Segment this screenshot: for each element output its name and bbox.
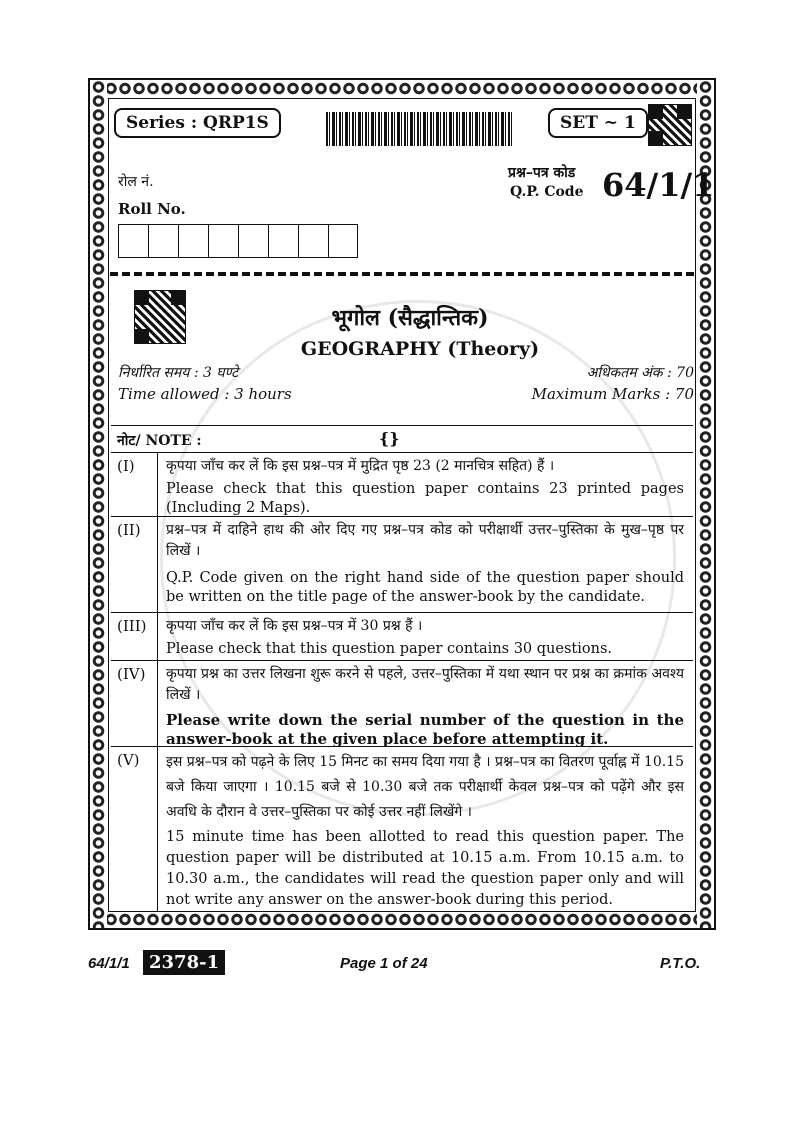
roll-digit-box[interactable] [298,224,328,258]
footer-box: 2378-1 [143,950,225,975]
note-text-english: Q.P. Code given on the right hand side of the question paper should be written on the title page of the answer-book by the candidate. [166,570,684,605]
note-label: नोट/ NOTE : [117,433,202,449]
cut-line [110,272,694,276]
set-label: SET ~ 1 [548,108,648,138]
marks-english: Maximum Marks : 70 [531,385,694,403]
time-english: Time allowed : 3 hours [118,385,292,403]
note-number: (I) [117,457,135,475]
marks-hindi: अधिकतम अंक : 70 [586,365,694,381]
roll-digit-box[interactable] [328,224,358,258]
roll-digit-box[interactable] [118,224,148,258]
note-row-5 [111,746,693,912]
note-row-2 [111,516,693,613]
note-row-4 [111,660,693,747]
note-number: (III) [117,617,147,635]
title-hindi: भूगोल (सैद्धान्तिक) [331,305,489,331]
border-left-pattern [90,80,107,928]
note-text-english: 15 minute time has been allotted to read this question paper. The question paper will be distributed at 10.15 a.m. From 10.15 a.m. to 10.30 a.m., the candidates will read the question paper only and will not write any answer on the answer-book during this period. [166,829,684,908]
roll-digit-box[interactable] [238,224,268,258]
qr-code-title [134,290,186,344]
qr-code-top [648,104,692,146]
pto-label: P.T.O. [660,955,701,972]
barcode [326,112,514,146]
border-bottom-pattern [90,911,714,928]
note-text-hindi: कृपया प्रश्न का उत्तर लिखना शुरू करने से पहले, उत्तर–पुस्तिका में यथा स्थान पर प्रश्न का क्रमांक अवश्य लिखें । [166,666,684,703]
roll-digit-box[interactable] [148,224,178,258]
roll-digit-box[interactable] [268,224,298,258]
roll-no-boxes[interactable] [118,224,358,258]
note-text-english: Please write down the serial number of the question in the answer-book at the given place before attempting it. [166,711,684,748]
roll-no-english: Roll No. [118,200,186,218]
note-braces: {} [379,429,400,448]
note-number: (V) [117,751,140,769]
qp-code-label: Q.P. Code [510,184,584,200]
time-hindi: निर्धारित समय : 3 घण्टे [118,365,239,381]
roll-digit-box[interactable] [178,224,208,258]
note-text-hindi: कृपया जाँच कर लें कि इस प्रश्न–पत्र में मुद्रित पृष्ठ 23 (2 मानचित्र सहित) हैं । [166,458,555,474]
qp-code-value: 64/1/1 [602,166,715,204]
notes-table [111,425,693,911]
page-number: Page 1 of 24 [340,955,428,972]
note-row-3 [111,612,693,661]
footer-code: 64/1/1 [88,955,130,972]
title-english: GEOGRAPHY (Theory) [300,338,540,360]
note-text-english: Please check that this question paper contains 30 questions. [166,641,612,657]
roll-digit-box[interactable] [208,224,238,258]
border-right-pattern [697,80,714,928]
note-number: (IV) [117,665,146,683]
note-text-hindi: प्रश्न–पत्र में दाहिने हाथ की ओर दिए गए प्रश्न–पत्र कोड को परीक्षार्थी उत्तर–पुस्तिका के मुख–पृष्ठ पर लिखें । [166,522,684,559]
note-text-english: Please check that this question paper contains 23 printed pages (Including 2 Maps). [166,481,684,516]
border-top-pattern [90,80,714,97]
series-label: Series : QRP1S [114,108,281,138]
note-text-hindi: कृपया जाँच कर लें कि इस प्रश्न–पत्र में 30 प्रश्न हैं । [166,618,423,634]
roll-no-hindi: रोल नं. [118,174,154,190]
note-text-hindi: इस प्रश्न–पत्र को पढ़ने के लिए 15 मिनट का समय दिया गया है । प्रश्न–पत्र का वितरण पूर्वाह्न में 10.15 बजे किया जाएगा । 10.15 बजे से 10.30 बजे तक परीक्षार्थी केवल प्रश्न–पत्र को पढ़ेंगे और इस अवधि के दौरान वे उत्तर–पुस्तिका पर कोई उत्तर नहीं लिखेंगे । [166,754,684,820]
note-number: (II) [117,521,141,539]
qp-code-hindi: प्रश्न–पत्र कोड [508,165,576,181]
